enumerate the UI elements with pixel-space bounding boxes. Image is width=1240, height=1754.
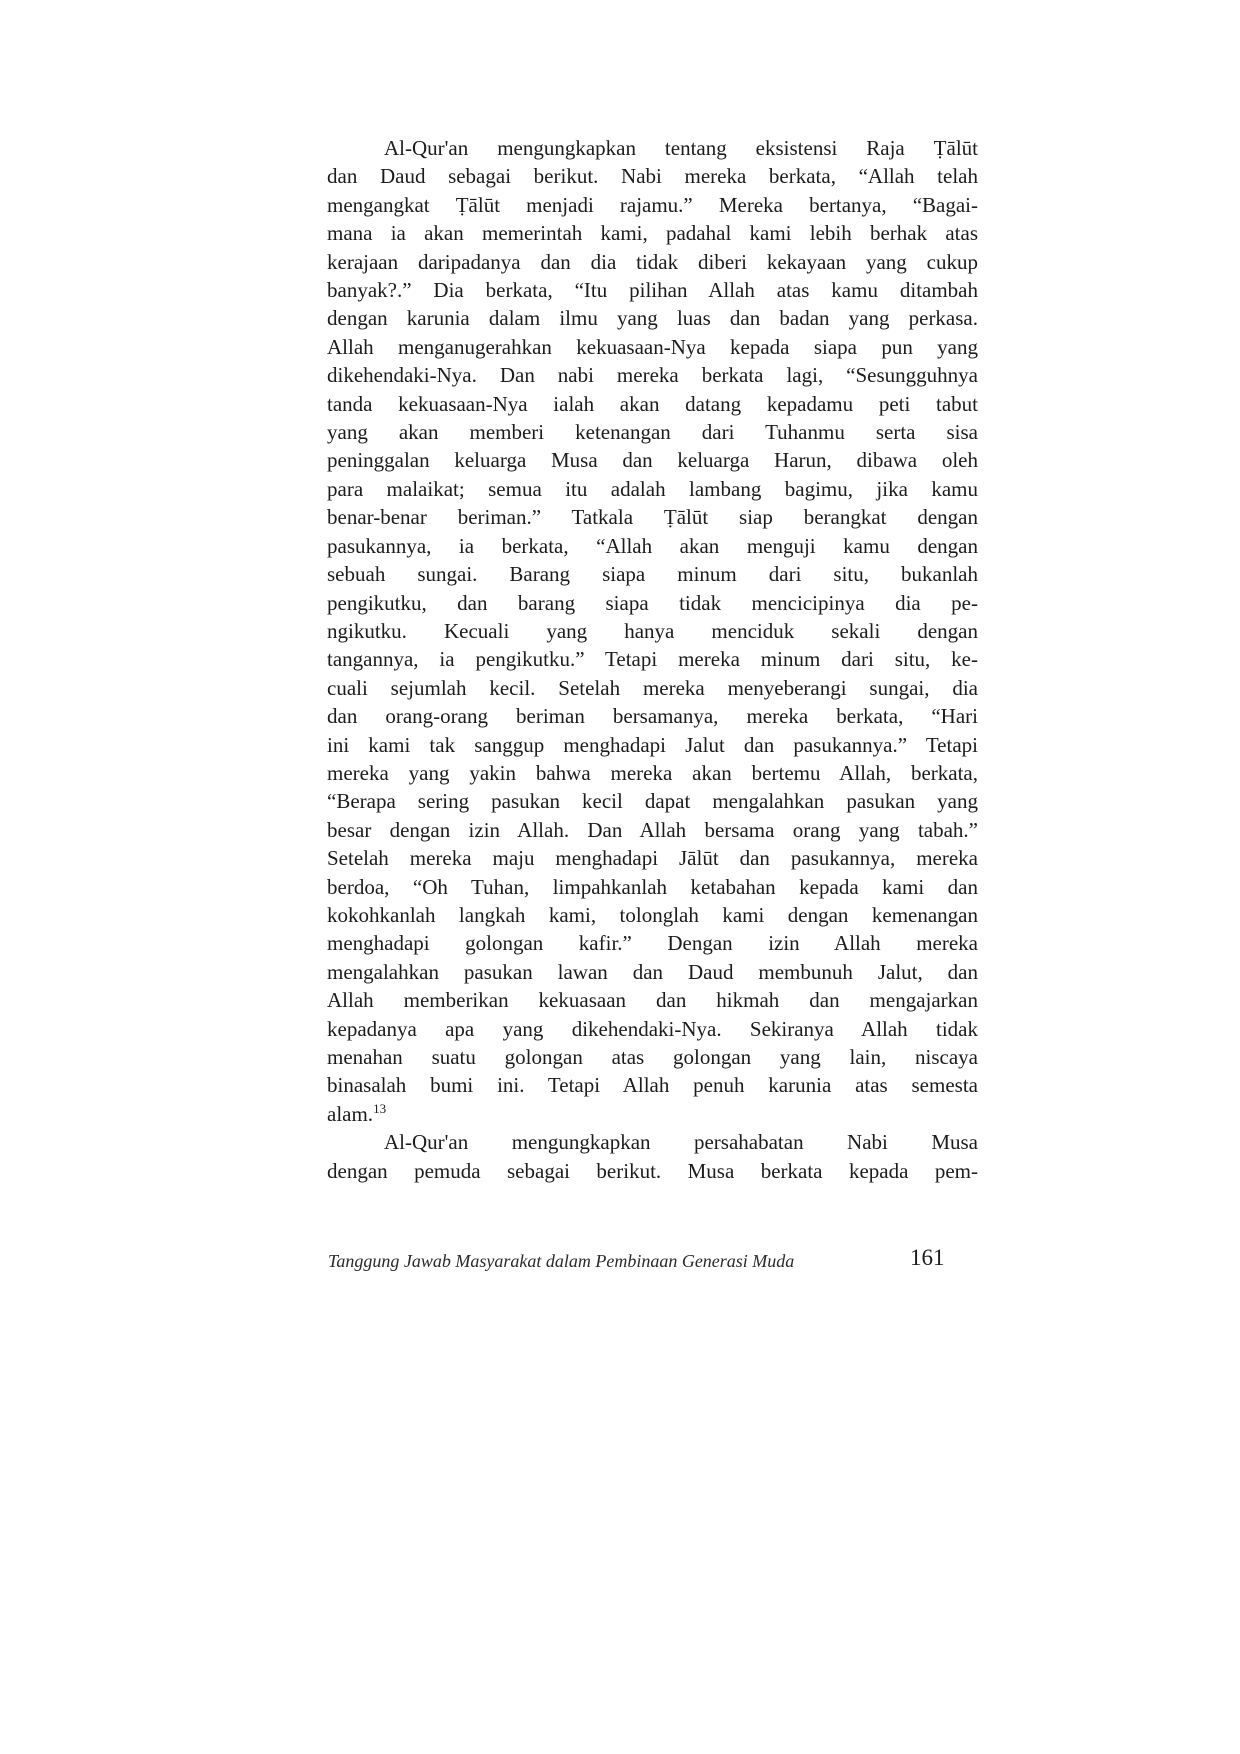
text-line: para malaikat; semua itu adalah lambang bagimu, jika kamu (327, 476, 978, 501)
text-line: sebuah sungai. Barang siapa minum dari situ, bukanlah (327, 562, 978, 587)
text-line: mereka yang yakin bahwa mereka akan bertemu Allah, berkata, (327, 760, 978, 785)
text-line: ini kami tak sanggup menghadapi Jalut dan pasukannya.” Tetapi (327, 732, 978, 757)
text-line: kerajaan daripadanya dan dia tidak diberi kekayaan yang cukup (327, 249, 978, 274)
text-line: “Berapa sering pasukan kecil dapat mengalahkan pasukan yang (327, 789, 978, 814)
text-line: Allah menganugerahkan kekuasaan-Nya kepada siapa pun yang (327, 334, 978, 359)
text-line: dan orang-orang beriman bersamanya, mereka berkata, “Hari (327, 704, 978, 729)
text-line: tangannya, ia pengikutku.” Tetapi mereka minum dari situ, ke- (327, 647, 978, 672)
text-line: kokohkanlah langkah kami, tolonglah kami dengan kemenangan (327, 902, 978, 927)
text-line: pengikutku, dan barang siapa tidak mencicipinya dia pe- (327, 590, 978, 615)
text-line: dikehendaki-Nya. Dan nabi mereka berkata lagi, “Sesungguhnya (327, 363, 978, 388)
paragraph (327, 134, 978, 1128)
text-line: benar-benar beriman.” Tatkala Ṭālūt siap berangkat dengan (327, 505, 978, 530)
text-line: banyak?.” Dia berkata, “Itu pilihan Allah atas kamu ditambah (327, 278, 978, 303)
text-line: menghadapi golongan kafir.” Dengan izin Allah mereka (327, 931, 978, 956)
text-block (327, 134, 978, 1185)
text-line: Allah memberikan kekuasaan dan hikmah dan mengajarkan (327, 988, 978, 1013)
text-line: mengalahkan pasukan lawan dan Daud membunuh Jalut, dan (327, 959, 978, 984)
paragraph (327, 1128, 978, 1185)
text-line: dengan karunia dalam ilmu yang luas dan badan yang perkasa. (327, 306, 978, 331)
text-line: ngikutku. Kecuali yang hanya menciduk sekali dengan (327, 618, 978, 643)
page-footer (0, 1245, 1240, 1285)
text-line: binasalah bumi ini. Tetapi Allah penuh karunia atas semesta (327, 1073, 978, 1098)
footer-running-title: Tanggung Jawab Masyarakat dalam Pembinaan Generasi Muda (328, 1251, 795, 1271)
text-line: mana ia akan memerintah kami, padahal kami lebih berhak atas (327, 221, 978, 246)
text-line: Setelah mereka maju menghadapi Jālūt dan pasukannya, mereka (327, 846, 978, 871)
text-line: Al-Qur'an mengungkapkan persahabatan Nabi Musa (384, 1130, 978, 1155)
text-line: dengan pemuda sebagai berikut. Musa berkata kepada pem- (327, 1158, 978, 1183)
text-line: dan Daud sebagai berikut. Nabi mereka berkata, “Allah telah (327, 164, 978, 189)
text-line: besar dengan izin Allah. Dan Allah bersama orang yang tabah.” (327, 817, 978, 842)
text-line: yang akan memberi ketenangan dari Tuhanmu serta sisa (327, 420, 978, 445)
footnote-ref: 13 (373, 1100, 387, 1116)
text-line: peninggalan keluarga Musa dan keluarga Harun, dibawa oleh (327, 448, 978, 473)
text-line: tanda kekuasaan-Nya ialah akan datang kepadamu peti tabut (327, 391, 978, 416)
text-line: Al-Qur'an mengungkapkan tentang eksistensi Raja Ṭālūt (384, 136, 978, 160)
text-line: pasukannya, ia berkata, “Allah akan menguji kamu dengan (327, 533, 978, 558)
text-line: berdoa, “Oh Tuhan, limpahkanlah ketabahan kepada kami dan (327, 874, 978, 899)
text-line: menahan suatu golongan atas golongan yang lain, niscaya (327, 1045, 978, 1069)
text-line: kepadanya apa yang dikehendaki-Nya. Sekiranya Allah tidak (327, 1016, 978, 1041)
text-line: alam.$^{13}$ (327, 1100, 387, 1126)
page-number: 161 (910, 1245, 945, 1270)
text-line: cuali sejumlah kecil. Setelah mereka menyeberangi sungai, dia (327, 675, 978, 700)
text-line: mengangkat Ṭālūt menjadi rajamu.” Mereka bertanya, “Bagai- (327, 192, 978, 217)
